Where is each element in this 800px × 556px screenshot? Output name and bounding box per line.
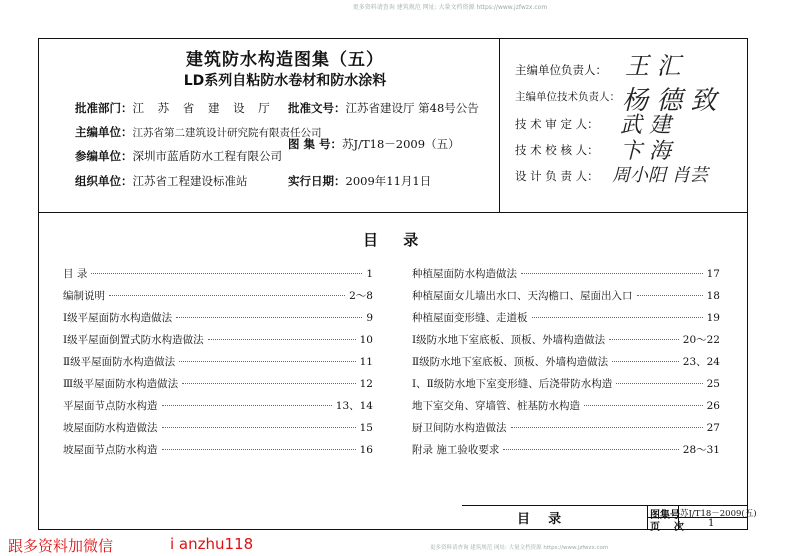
chief-editor-unit <box>75 124 322 140</box>
responsible-chief-tech: 主编单位技术负责人： <box>515 91 620 103</box>
responsible-chief-unit: 主编单位负责人： <box>515 63 607 77</box>
atlas-title: 建筑防水构造图集（五） <box>186 50 384 70</box>
organizing-unit-value: 江苏省工程建设标准站 <box>132 174 248 188</box>
page-number: 1 <box>708 518 715 529</box>
effective-date-label: 实行日期： <box>288 174 346 188</box>
header-divider-vertical <box>499 38 500 212</box>
toc-left-row[interactable]: Ⅲ级平屋面防水构造做法 12 <box>63 378 373 390</box>
toc-left-row[interactable]: 坡屋面节点防水构造 16 <box>63 444 373 456</box>
toc-right-row[interactable]: 附录 施工验收要求 28～31 <box>412 444 720 456</box>
toc-right-row[interactable]: Ⅰ、Ⅱ级防水地下室变形缝、后浇带防水构造 25 <box>412 378 720 390</box>
atlas-number-label: 图 集 号： <box>288 137 343 151</box>
effective-date <box>288 173 431 189</box>
toc-left-row[interactable]: 目 录 1 <box>63 268 373 280</box>
toc-right-row[interactable]: 种植屋面防水构造做法 17 <box>412 268 720 280</box>
toc-left-row[interactable]: Ⅰ级平屋面防水构造做法 9 <box>63 312 373 324</box>
approval-department <box>75 100 275 116</box>
approval-document-label: 批准文号： <box>288 101 346 115</box>
title-block-title: 目 录 <box>517 512 562 527</box>
atlas-number <box>288 136 460 152</box>
header-divider-horizontal <box>38 212 748 213</box>
toc-left-row[interactable]: 编制说明 2～8 <box>63 290 373 302</box>
chief-editor-unit-value: 江苏省第二建筑设计研究院有限责任公司 <box>132 127 322 139</box>
responsible-design-lead: 设 计 负 责 人： <box>515 169 599 183</box>
co-editor-unit-label: 参编单位： <box>75 149 133 163</box>
organizing-unit <box>75 173 248 189</box>
watermark-text: 跟多资料加微信 <box>8 537 114 555</box>
toc-left-row[interactable]: 平屋面节点防水构造 13、14 <box>63 400 373 412</box>
co-editor-unit <box>75 148 282 164</box>
chief-editor-unit-label: 主编单位： <box>75 125 133 139</box>
signature-tech-checker: 卞 海 <box>620 139 671 164</box>
atlas-number-value: 苏J/T18－2009(五) <box>680 509 757 519</box>
toc-right-row[interactable]: 厨卫间防水构造做法 27 <box>412 422 720 434</box>
approval-document-number <box>288 100 479 116</box>
responsible-tech-checker: 技 术 校 核 人： <box>515 143 599 157</box>
approval-department-value: 江 苏 省 建 设 厅 <box>132 101 275 115</box>
signature-chief-tech: 杨 德 致 <box>622 86 717 116</box>
signature-chief-unit: 王 汇 <box>625 52 681 80</box>
approval-department-label: 批准部门： <box>75 101 133 115</box>
signature-tech-approver: 武 建 <box>620 113 671 138</box>
bottom-note: 更多资料请查询 建筑规范 网址: 大量文档资源 https://www.jzfwzx.com <box>430 545 609 551</box>
toc-right-row[interactable]: 种植屋面女儿墙出水口、天沟檐口、屋面出入口 18 <box>412 290 720 302</box>
toc-right-row[interactable]: 地下室交角、穿墙管、桩基防水构造 26 <box>412 400 720 412</box>
atlas-number-value: 苏J/T18－2009（五） <box>342 137 460 151</box>
toc-left-row[interactable]: 坡屋面防水构造做法 15 <box>63 422 373 434</box>
toc-right-row[interactable]: 种植屋面变形缝、走道板 19 <box>412 312 720 324</box>
toc-right-row[interactable]: Ⅰ级防水地下室底板、顶板、外墙构造做法 20～22 <box>412 334 720 346</box>
toc-heading: 目 录 <box>363 231 429 249</box>
toc-right-row[interactable]: Ⅱ级防水地下室底板、顶板、外墙构造做法 23、24 <box>412 356 720 368</box>
watermark-id: i anzhu118 <box>170 535 254 553</box>
toc-left-row[interactable]: Ⅱ级平屋面防水构造做法 11 <box>63 356 373 368</box>
header-note: 更多资料请查询 建筑规范 网址: 大量文档资源 https://www.jzfwzx.com <box>352 4 548 11</box>
atlas-subtitle: LD系列自粘防水卷材和防水涂料 <box>183 73 387 89</box>
approval-document-value: 江苏省建设厅 第48号公告 <box>345 101 479 115</box>
signature-design-lead: 周小阳 肖芸 <box>612 165 708 186</box>
effective-date-value: 2009年11月1日 <box>345 174 432 188</box>
atlas-number-label: 图集号 <box>650 510 680 521</box>
responsible-tech-approver: 技 术 审 定 人： <box>515 117 599 131</box>
organizing-unit-label: 组织单位： <box>75 174 133 188</box>
co-editor-unit-value: 深圳市蓝盾防水工程有限公司 <box>132 149 282 163</box>
page-label: 页 次 <box>650 522 684 533</box>
toc-left-row[interactable]: Ⅰ级平屋面倒置式防水构造做法 10 <box>63 334 373 346</box>
